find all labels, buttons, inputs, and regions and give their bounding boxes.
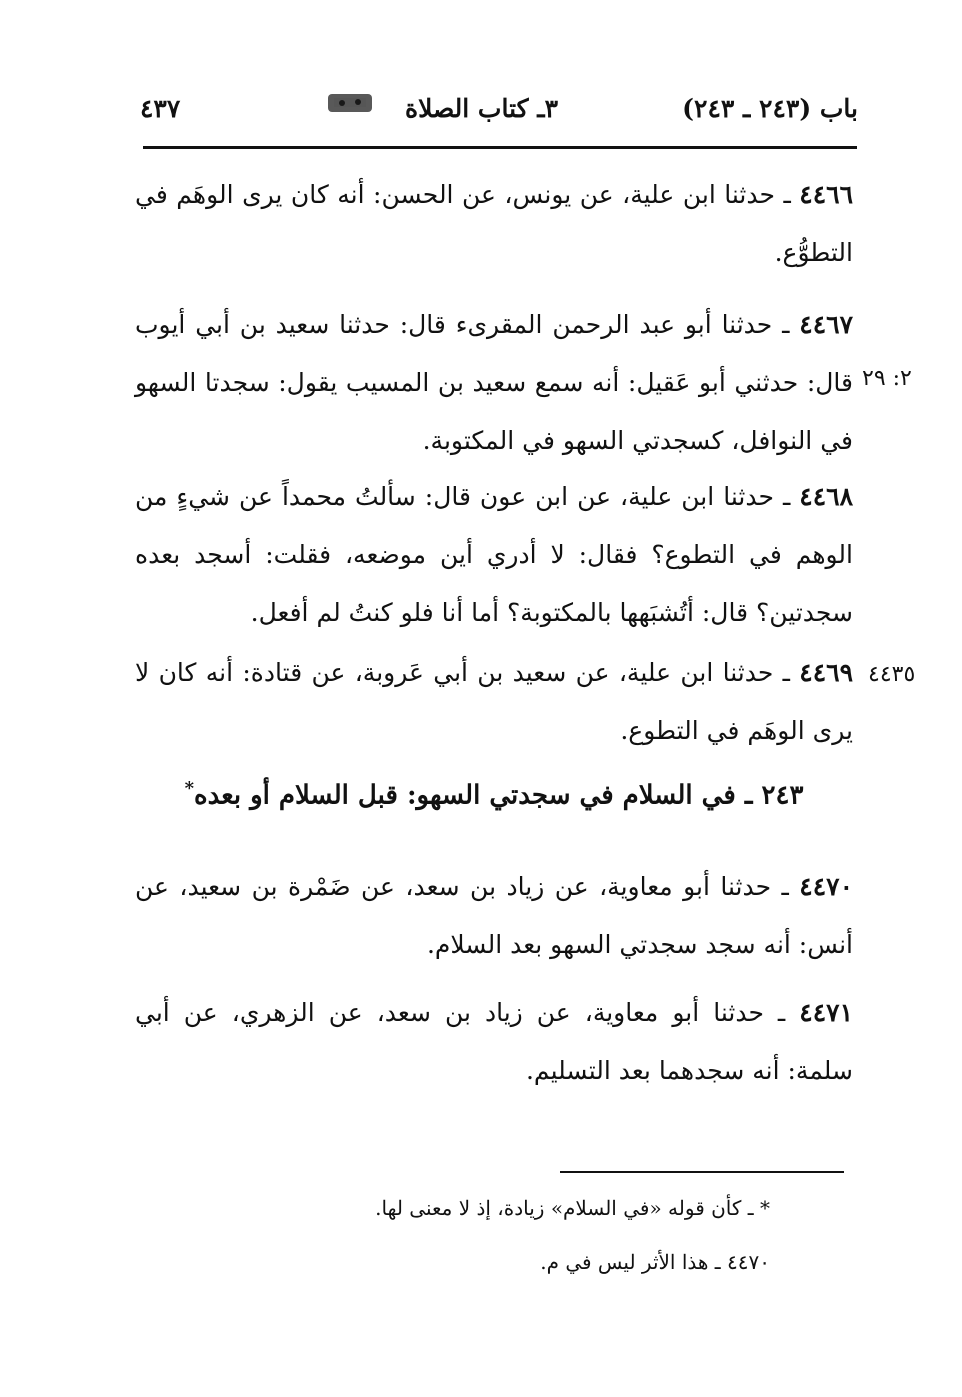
hadith-number: ٤٤٦٧ [799,310,853,339]
section-heading [135,778,853,811]
footnote-rule [560,1171,844,1173]
margin-reference-number: ٤٤٣٥ [868,662,916,687]
hadith-text: ـ حدثنا ابن علية، عن ابن عون قال: سألتُ محمداً عن شيءٍ من الوهم في التطوع؟ فقال: لا أدري أين موضعه، فقلت: أسجد بعده سجدتين؟ قال: أتُشبَهها بالمكتوبة؟ أما أنا فلو كنتُ لم أفعل. [135,482,853,627]
hadith-number: ٤٤٦٩ [799,658,853,687]
hadith-paragraph-4467 [135,296,853,470]
hadith-text: ـ حدثنا أبو معاوية، عن زياد بن سعد، عن ضَمْرة بن سعيد، عن أنس: أنه سجد سجدتي السهو بعد السلام. [135,872,853,959]
hadith-number: ٤٤٧١ [799,998,853,1027]
margin-reference-volume: ٢: ٢٩ [862,366,912,391]
running-header [140,88,858,134]
page-number: ٤٣٧ [140,94,181,123]
footnote-marker: * [184,778,194,799]
hadith-number: ٤٤٦٨ [799,482,853,511]
section-heading-text: ٢٤٣ ـ في السلام في سجدتي السهو: قبل السلام أو بعده [194,780,804,811]
footnote-2: ٤٤٧٠ ـ هذا الأثر ليس في م. [540,1250,770,1274]
hadith-paragraph-4471 [135,984,853,1100]
hadith-number: ٤٤٦٦ [799,180,853,209]
hadith-paragraph-4469 [135,644,853,760]
hadith-text: ـ حدثنا أبو عبد الرحمن المقرىء قال: حدثنا سعيد بن أبي أيوب قال: حدثني أبو عَقيل: أنه سمع سعيد بن المسيب يقول: سجدتا السهو في النوافل، كسجدتي السهو في المكتوبة. [135,310,853,455]
hadith-paragraph-4468 [135,468,853,642]
footnote-1: * ـ كأن قوله «في السلام» زيادة، إذ لا معنى لها. [375,1196,770,1220]
hadith-text: ـ حدثنا ابن علية، عن يونس، عن الحسن: أنه كان يرى الوهَم في التطوُّع. [135,180,853,267]
hadith-text: ـ حدثنا ابن علية، عن سعيد بن أبي عَروبة، عن قتادة: أنه كان لا يرى الوهَم في التطوع. [135,658,853,745]
hadith-text: ـ حدثنا أبو معاوية، عن زياد بن سعد، عن الزهري، عن أبي سلمة: أنه سجدهما بعد التسليم. [135,998,853,1085]
hadith-paragraph-4466 [135,166,853,282]
header-book-title: ٣ـ كتاب الصلاة [404,94,558,123]
header-chapter: باب (٢٤٣ ـ ٢٤٣) [682,94,858,123]
hadith-paragraph-4470 [135,858,853,974]
header-rule [143,146,857,149]
ink-stamp-mark [322,90,378,118]
hadith-number: ٤٤٧٠ [799,872,853,901]
